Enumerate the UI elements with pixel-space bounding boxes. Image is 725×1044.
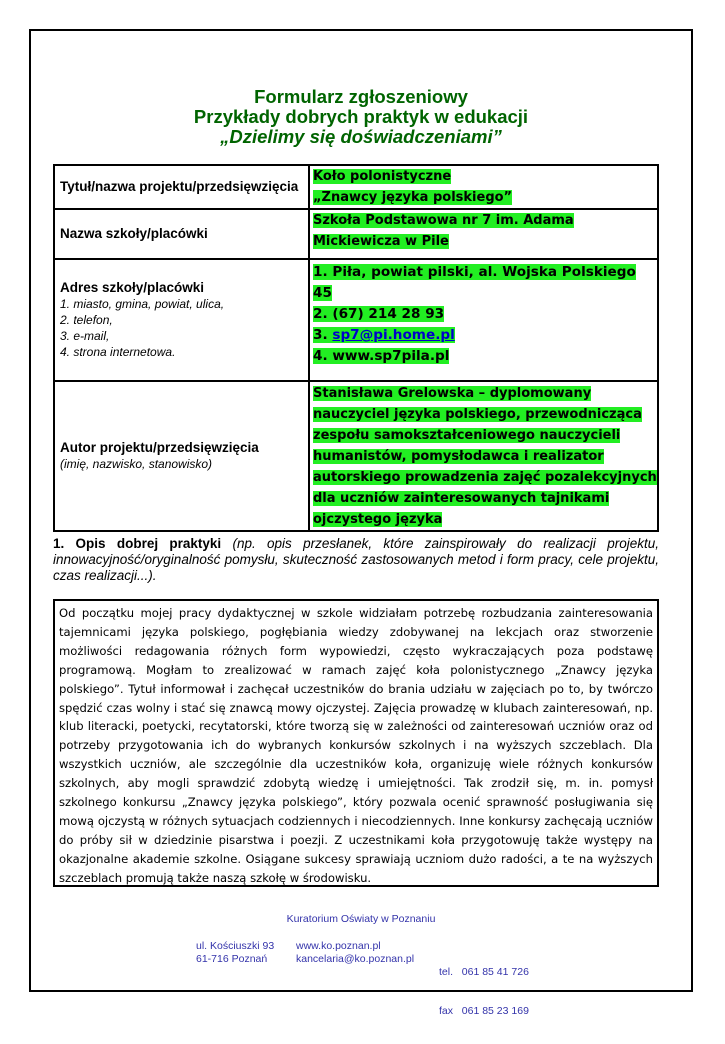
value-line: Stanisława Grelowska – dyplomowany [313, 386, 592, 401]
table-row [54, 259, 658, 381]
value-line: ojczystego języka [313, 512, 443, 527]
label-school-address [54, 259, 309, 381]
value-line: autorskiego prowadzenia zajęć pozalekcyjnych [313, 470, 657, 485]
table-row [54, 165, 658, 209]
value-line: Mickiewicza w Pile [313, 234, 449, 249]
table-row [54, 381, 658, 531]
description-box [53, 599, 659, 887]
address-hint-1: 1. miasto, gmina, powiat, ulica, [60, 297, 225, 311]
footer-address [196, 940, 274, 966]
footer-city: 61-716 Poznań [196, 953, 268, 965]
title-line-3: „Dzielimy się doświadczeniami” [220, 126, 502, 147]
email-link[interactable]: sp7@pi.home.pl [332, 327, 455, 343]
value-line: 1. Piła, powiat pilski, al. Wojska Polskiego 45 [313, 264, 636, 301]
address-hint-4: 4. strona internetowa. [60, 345, 176, 359]
section-1-heading [53, 536, 659, 584]
description-text: Od początku mojej pracy dydaktycznej w szkole widziałam potrzebę rozbudzania zainteresowania tajemnicami języka polskiego, pogłębiania wiedzy zdobywanej na lekcjach oraz stworzenie możliwości redagowania różnych form wypowiedzi, często wykraczających poza podstawę programową. Mogłam to zrealizować w ramach zajęć koła polonistycznego „Znawcy języka polskiego”. Tytuł informował i zachęcał uczestników do brania udziału w zajęciach po to, by twórczo spędzić czas wolny i stać się znawcą mowy ojczystej. Zajęcia prowadzę w klubach zainteresowań, np. klub literacki, poetycki, recytatorski, które tworzą się w zależności od zainteresowań uczniów oraz od potrzeby przygotowania ich do wybranych konkursów szkolnych i na wyższych szczeblach. Dla wszystkich uczniów, ale szczególnie dla uczestników koła, organizuję wiele różnych konkursów szkolnych, aby mogli sprawdzić zdobytą wiedzę i umiejętności. Tak zrodził się, m. in. pomysł szkolnego konkursu „Znawcy języka polskiego”, który pozwala ocenić sprawność posługiwania się mową ojczystą w różnych sytuacjach codziennych i niecodziennych. Inne konkursy zachęcają uczniów do próby sił w dziedzinie pisarstwa i poezji. Z uczestnikami koła przygotowuję także występy na okazjonalne akademie szkolne. Osiągane sukcesy sprawiają uczniom dużo radości, a te na wyższych szczeblach promują także naszą szkołę w środowisku. [59, 606, 653, 885]
email-prefix: 3. [313, 327, 333, 343]
label-project-title: Tytuł/nazwa projektu/przedsięwzięcia [54, 165, 309, 209]
title-line-1: Formularz zgłoszeniowy [254, 86, 468, 107]
footer-web: www.ko.poznan.pl [296, 940, 381, 952]
value-line: nauczyciel języka polskiego, przewodnicząca [313, 407, 642, 422]
address-hint-3: 3. e-mail, [60, 329, 110, 343]
address-label: Adres szkoły/placówki [60, 280, 205, 295]
page-frame [29, 29, 693, 1017]
info-table [53, 164, 659, 532]
value-line: dla uczniów zainteresowanych tajnikami [313, 491, 610, 506]
footer [31, 913, 691, 1017]
section-1-hint: (np. opis przesłanek, które zainspirowały do realizacji projektu, innowacyjność/oryginalność pomysłu, skuteczność zastosowanych metod i form pracy, cele projektu, czas realizacji...). [53, 536, 659, 583]
value-line [313, 327, 455, 343]
footer-email: kancelaria@ko.poznan.pl [296, 953, 415, 965]
author-hint: (imię, nazwisko, stanowisko) [60, 457, 213, 471]
section-1-title: 1. Opis dobrej praktyki [53, 536, 222, 551]
footer-fax: fax 061 85 23 169 [439, 1005, 529, 1017]
value-line: Szkoła Podstawowa nr 7 im. Adama [313, 213, 574, 228]
value-line: Koło polonistyczne [313, 169, 452, 184]
value-author [309, 381, 658, 531]
value-line: zespołu samokształceniowego nauczycieli [313, 428, 621, 443]
value-line: 4. www.sp7pila.pl [313, 348, 450, 364]
title-line-2: Przykłady dobrych praktyk w edukacji [193, 106, 529, 127]
value-project-title [309, 165, 658, 209]
form-title [31, 87, 691, 147]
label-school-name: Nazwa szkoły/placówki [54, 209, 309, 259]
label-author [54, 381, 309, 531]
value-line: 2. (67) 214 28 93 [313, 306, 445, 322]
value-school-address [309, 259, 658, 381]
address-hint-2: 2. telefon, [60, 313, 113, 327]
footer-online [296, 940, 414, 966]
value-school-name [309, 209, 658, 259]
footer-tel: tel. 061 85 41 726 [439, 966, 529, 978]
table-row [54, 209, 658, 259]
author-label: Autor projektu/przedsięwzięcia [60, 440, 259, 455]
footer-phones [439, 940, 529, 1044]
footer-org: Kuratorium Oświaty w Poznaniu [286, 913, 436, 925]
value-line: „Znawcy języka polskiego” [313, 190, 513, 205]
value-line: humanistów, pomysłodawca i realizator [313, 449, 604, 464]
footer-street: ul. Kościuszki 93 [196, 940, 275, 952]
